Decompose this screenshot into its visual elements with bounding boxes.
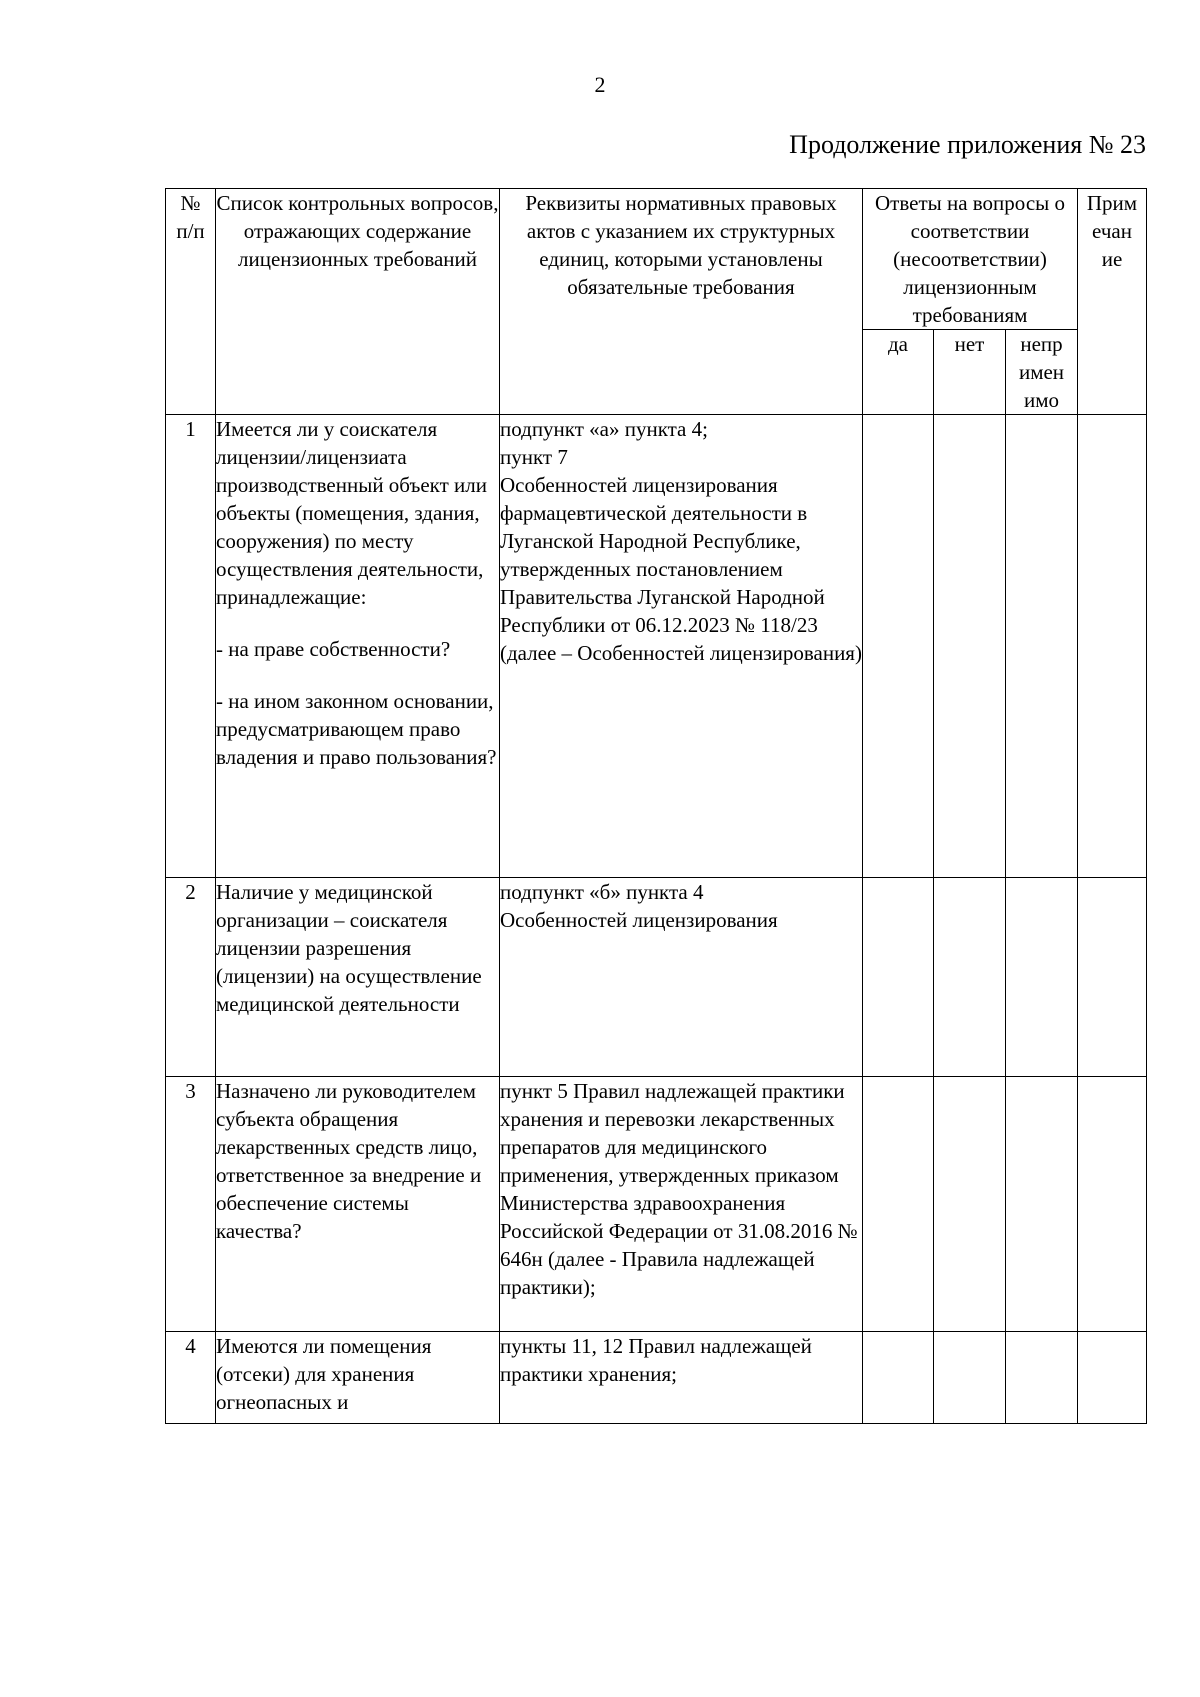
- row-question: [216, 878, 500, 1077]
- page-number: 2: [594, 72, 606, 97]
- answer-no-cell: [934, 415, 1006, 878]
- row-legal-act: подпункт «а» пункта 4; пункт 7 Особенностей лицензирования фармацевтической деятельности в Луганской Народной Республике, утвержденных постановлением Правительства Луганской Народной Республики от 06.12.2023 № 118/23 (далее – Особенностей лицензирования): [500, 415, 863, 878]
- answer-not-applicable-cell: [1006, 1077, 1078, 1332]
- question-paragraph: Наличие у медицинской организации – соискателя лицензии разрешения (лицензии) на осуществление медицинской деятельности: [216, 880, 482, 1016]
- row-number: 2: [166, 878, 216, 1077]
- note-cell: [1078, 1077, 1147, 1332]
- row-question: [216, 1077, 500, 1332]
- table-row: [166, 415, 1147, 878]
- answer-yes-cell: [863, 415, 934, 878]
- header-answer-not-applicable: непр имен имо: [1006, 330, 1078, 415]
- header-note: Прим ечан ие: [1078, 189, 1147, 415]
- header-number: № п/п: [166, 189, 216, 415]
- answer-yes-cell: [863, 1332, 934, 1424]
- header-answers: Ответы на вопросы о соответствии (несоответствии) лицензионным требованиям: [863, 189, 1078, 330]
- table-row: [166, 878, 1147, 1077]
- row-legal-act: пункты 11, 12 Правил надлежащей практики хранения;: [500, 1332, 863, 1424]
- question-paragraph: - на праве собственности?: [216, 637, 451, 661]
- answer-not-applicable-cell: [1006, 878, 1078, 1077]
- row-legal-act: пункт 5 Правил надлежащей практики хранения и перевозки лекарственных препаратов для медицинского применения, утвержденных приказом Министерства здравоохранения Российской Федерации от 31.08.2016 № 646н (далее - Правила надлежащей практики);: [500, 1077, 863, 1332]
- row-legal-act: подпункт «б» пункта 4 Особенностей лицензирования: [500, 878, 863, 1077]
- row-number: 3: [166, 1077, 216, 1332]
- question-paragraph: Назначено ли руководителем субъекта обращения лекарственных средств лицо, ответственное за внедрение и обеспечение системы качества?: [216, 1079, 482, 1243]
- row-number: 1: [166, 415, 216, 878]
- row-number: 4: [166, 1332, 216, 1424]
- note-cell: [1078, 1332, 1147, 1424]
- note-cell: [1078, 415, 1147, 878]
- table-row: [166, 1332, 1147, 1424]
- answer-no-cell: [934, 1077, 1006, 1332]
- answer-yes-cell: [863, 878, 934, 1077]
- header-legal-acts: Реквизиты нормативных правовых актов с указанием их структурных единиц, которыми установлены обязательные требования: [500, 189, 863, 415]
- question-paragraph: Имеется ли у соискателя лицензии/лицензиата производственный объект или объекты (помещения, здания, сооружения) по месту осуществления деятельности, принадлежащие:: [216, 417, 487, 609]
- row-question: [216, 415, 500, 878]
- answer-no-cell: [934, 878, 1006, 1077]
- header-answer-no: нет: [934, 330, 1006, 415]
- answer-yes-cell: [863, 1077, 934, 1332]
- checklist-table: [165, 188, 1147, 1424]
- table-row: [166, 1077, 1147, 1332]
- question-paragraph: Имеются ли помещения (отсеки) для хранения огнеопасных и: [216, 1334, 432, 1414]
- answer-no-cell: [934, 1332, 1006, 1424]
- header-row: [166, 189, 1147, 330]
- row-question: [216, 1332, 500, 1424]
- header-answer-yes: да: [863, 330, 934, 415]
- question-paragraph: - на ином законном основании, предусматривающем право владения и право пользования?: [216, 689, 497, 769]
- answer-not-applicable-cell: [1006, 1332, 1078, 1424]
- answer-not-applicable-cell: [1006, 415, 1078, 878]
- header-questions: Список контрольных вопросов, отражающих содержание лицензионных требований: [216, 189, 500, 415]
- note-cell: [1078, 878, 1147, 1077]
- appendix-continuation-title: Продолжение приложения № 23: [789, 130, 1146, 159]
